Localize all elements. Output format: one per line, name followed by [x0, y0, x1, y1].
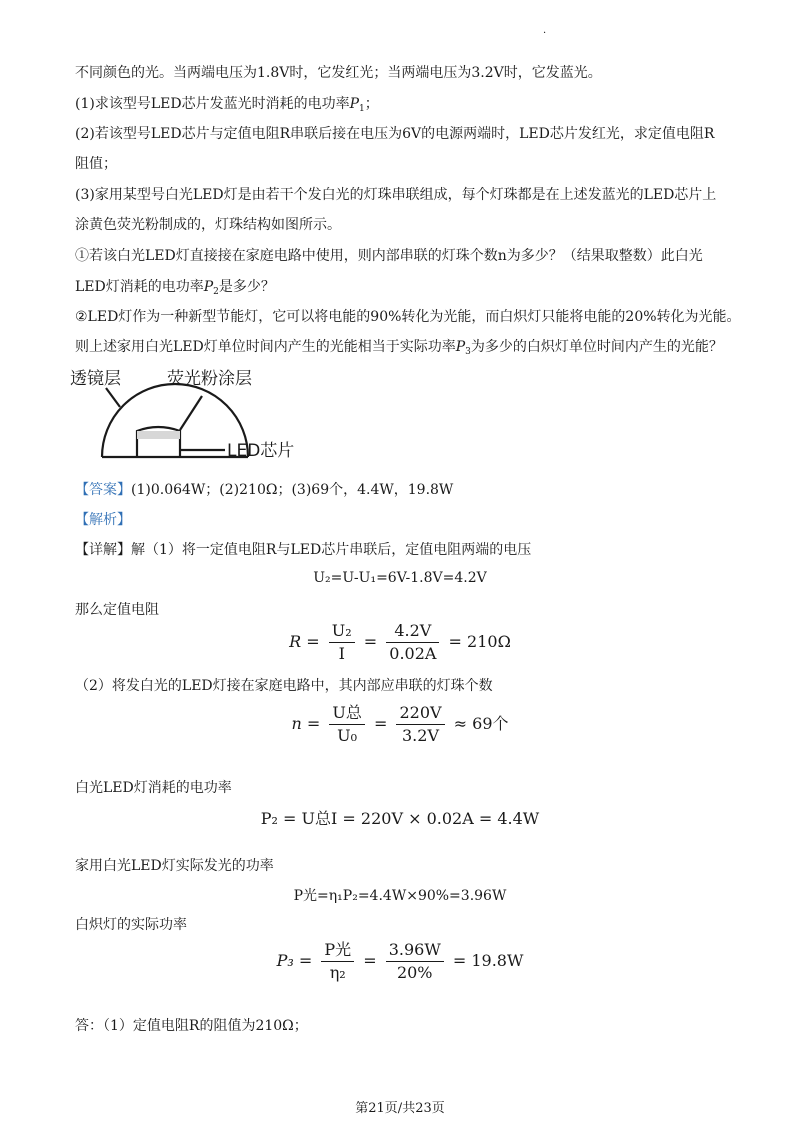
lens-leader: [106, 388, 120, 407]
question-2-line-1: (2)若该型号LED芯片与定值电阻R串联后接在电压为6V的电源两端时，LED芯片发红光，求定值电阻R: [75, 126, 715, 142]
question-1: (1)求该型号LED芯片发蓝光时消耗的电功率$P_1$；: [75, 96, 379, 114]
question-3b-line-1: ②LED灯作为一种新型节能灯，它可以将电能的90%转化为光能，而白炽灯只能将电能的20%转化为光能。: [75, 309, 741, 325]
question-3a-line-1: ①若该白光LED灯直接接在家庭电路中使用，则内部串联的灯珠个数n为多少？（结果取整数）此白光: [75, 248, 703, 264]
answer-tag: 【答案】: [75, 482, 131, 498]
analysis-tag: 【解析】: [75, 512, 131, 528]
label-lens: 透镜层: [70, 369, 121, 389]
equation-6: P₃ = $\frac{\text{P光}}{\text{η₂}}$ = $\frac{3.96W}{20\%}$ = 19.8W: [276, 940, 524, 982]
detail-line-4: 白光LED灯消耗的电功率: [75, 780, 232, 796]
led-chip: [137, 431, 180, 439]
question-3-line-1: (3)家用某型号白光LED灯是由若干个发白光的灯珠串联组成，每个灯珠都是在上述发蓝光的LED芯片上: [75, 187, 717, 203]
page-footer: 第21页/共23页: [355, 1101, 445, 1116]
label-chip: LED芯片: [227, 441, 295, 461]
detail-line-6: 白炽灯的实际功率: [75, 917, 187, 933]
detail-line-1: 【详解】解（1）将一定值电阻R与LED芯片串联后，定值电阻两端的电压: [75, 542, 532, 558]
equation-5: P光=η₁P₂=4.4W×90%=3.96W: [293, 888, 507, 904]
phosphor-leader: [180, 396, 202, 430]
equation-3: n = $\frac{\text{U总}}{\text{U₀}}$ = $\frac{220V}{3.2V}$ ≈ 69个: [291, 703, 509, 745]
question-3b-line-2: 则上述家用白光LED灯单位时间内产生的光能相当于实际功率$P_3$为多少的白炽灯单位时间内产生的光能？: [75, 339, 723, 357]
intro-line-1: 不同颜色的光。当两端电压为1.8V时，它发红光；当两端电压为3.2V时，它发蓝光。: [75, 65, 602, 81]
question-2-line-2: 阻值；: [75, 156, 117, 172]
final-answer: 答：（1）定值电阻R的阻值为210Ω；: [75, 1018, 308, 1034]
detail-line-2: 那么定值电阻: [75, 602, 159, 618]
equation-2: R = $\frac{\text{U₂}}{I}$ = $\frac{4.2V}{0.02A}$ = 210Ω: [289, 621, 511, 663]
equation-4: P₂ = U总I = 220V × 0.02A = 4.4W: [260, 809, 540, 828]
question-3-line-2: 涂黄色荧光粉制成的，灯珠结构如图所示。: [75, 217, 341, 233]
answer-line: 【答案】(1)0.064W；(2)210Ω；(3)69个，4.4W，19.8W: [75, 482, 454, 498]
label-phosphor: 荧光粉涂层: [167, 369, 252, 389]
detail-line-3: （2）将发白光的LED灯接在家庭电路中，其内部应串联的灯珠个数: [75, 678, 493, 694]
led-bead-diagram: [70, 362, 340, 472]
corner-mark: ·: [543, 28, 547, 39]
detail-line-5: 家用白光LED灯实际发光的功率: [75, 858, 274, 874]
question-3a-line-2: LED灯消耗的电功率$P_2$是多少？: [75, 279, 275, 297]
equation-1: U₂=U-U₁=6V-1.8V=4.2V: [313, 570, 487, 586]
